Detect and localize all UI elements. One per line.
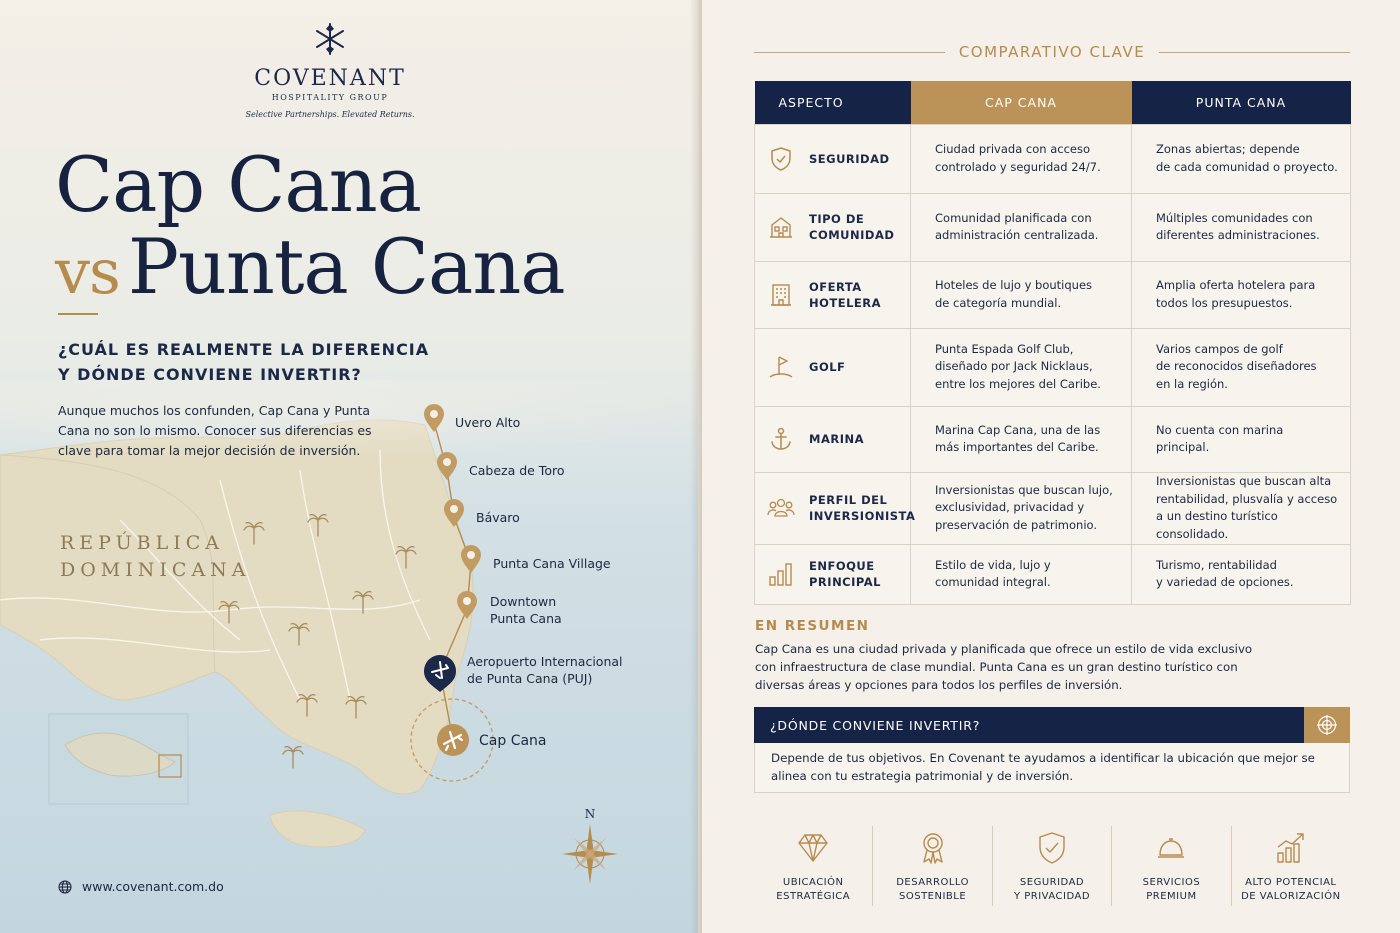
right-page <box>702 0 1400 933</box>
cell-line: diferentes administraciones. <box>1156 228 1320 242</box>
location-uvero-alto: Uvero Alto <box>455 415 521 430</box>
cell-line: controlado y seguridad 24/7. <box>935 159 1101 174</box>
cap-cana-cell <box>911 406 1132 472</box>
punta-cana-cell <box>1132 406 1351 472</box>
cell-line: de categoría mundial. <box>935 295 1062 310</box>
aspect-label-line-1: PERFIL DEL <box>809 493 888 507</box>
cell-line: comunidad integral. <box>935 575 1051 589</box>
location-cabeza-de-toro: Cabeza de Toro <box>469 463 565 478</box>
invest-answer: Depende de tus objetivos. En Covenant te ayudamos a identificar la ubicación que mejor se alinea con tu estrategia patrimonial y de inversión. <box>754 743 1350 793</box>
anchor-icon <box>767 425 795 453</box>
aspect-label-line-1: SEGURIDAD <box>809 151 890 166</box>
website-link[interactable]: www.covenant.com.do <box>82 879 224 894</box>
heading-rule-right <box>1159 52 1350 53</box>
location-punta-cana-village: Punta Cana Village <box>493 556 611 571</box>
brand-subtitle: HOSPITALITY GROUP <box>271 93 389 102</box>
shield-check-icon <box>767 145 795 173</box>
brand-name: COVENANT <box>254 66 406 91</box>
aspect-label-line-1: ENFOQUE <box>809 559 875 573</box>
punta-cana-cell <box>1132 544 1351 604</box>
aspect-cell <box>755 261 911 328</box>
header-punta-cana: PUNTA CANA <box>1132 81 1351 124</box>
cell-line: Múltiples comunidades con <box>1156 210 1313 225</box>
cap-cana-cell <box>911 124 1132 193</box>
location-bavaro: Bávaro <box>476 510 520 525</box>
punta-cana-cell <box>1132 193 1351 261</box>
cell-line: Comunidad planificada con <box>935 210 1092 225</box>
cell-line: No cuenta con marina <box>1156 422 1284 437</box>
target-icon-box <box>1304 707 1350 743</box>
location-cap-cana: Cap Cana <box>479 733 547 749</box>
compass-n-label: N <box>584 807 596 821</box>
airport-plane-icon <box>424 655 456 692</box>
hotel-icon <box>767 281 795 309</box>
feature-item <box>754 826 872 906</box>
punta-cana-cell <box>1132 472 1351 544</box>
location-downtown <box>490 593 562 627</box>
summary-title: EN RESUMEN <box>755 618 870 634</box>
diamond-icon <box>795 830 831 866</box>
feature-label: SERVICIOS PREMIUM <box>1142 877 1201 902</box>
globe-icon <box>58 880 72 894</box>
title-cap-cana: Cap Cana <box>55 140 421 229</box>
location-downtown-line-1: Downtown <box>490 594 557 609</box>
aspect-cell <box>755 472 916 544</box>
heading-text: COMPARATIVO CLAVE <box>958 43 1146 61</box>
aspect-cell <box>755 406 911 472</box>
investors-group-icon <box>767 494 795 522</box>
pin-downtown-icon <box>457 591 477 619</box>
cell-line: Marina Cap Cana, una de las <box>935 422 1101 437</box>
pin-bavaro-icon <box>444 499 464 527</box>
summary-text: Cap Cana es una ciudad privada y planificada que ofrece un estilo de vida exclusivo con infraestructura de clase mundial. Punta Cana es un gran destino turístico con diversas áreas y opciones para todos los perfiles de inversión. <box>755 642 1253 692</box>
location-downtown-line-2: Punta Cana <box>490 611 562 626</box>
cell-line: Punta Espada Golf Club, <box>935 341 1074 356</box>
punta-cana-cell <box>1132 261 1351 328</box>
brand-tagline: Selective Partnerships. Elevated Returns. <box>245 110 415 119</box>
feature-label: UBICACIÓN ESTRATÉGICA <box>776 877 851 902</box>
feature-label: DESARROLLO SOSTENIBLE <box>896 877 970 902</box>
feature-item <box>872 826 991 906</box>
header-aspect: ASPECTO <box>755 81 911 124</box>
cell-line: exclusividad, privacidad y <box>935 500 1085 515</box>
golf-flag-icon <box>767 353 795 381</box>
country-line-1: REPÚBLICA <box>60 532 224 554</box>
country-line-2: DOMINICANA <box>60 559 251 581</box>
aspect-label-line-2: HOTELERA <box>809 295 882 310</box>
feature-label: SEGURIDAD Y PRIVACIDAD <box>1013 877 1091 902</box>
cap-cana-cell <box>911 193 1132 261</box>
cell-line: más importantes del Caribe. <box>935 440 1099 454</box>
aspect-label-line-2: PRINCIPAL <box>809 575 882 589</box>
service-bell-icon <box>1153 830 1189 866</box>
feature-label: ALTO POTENCIAL DE VALORIZACIÓN <box>1241 877 1341 902</box>
location-airport-line-1: Aeropuerto Internacional <box>467 654 623 669</box>
bar-chart-icon <box>767 560 795 588</box>
cell-line: Amplia oferta hotelera para <box>1156 278 1316 292</box>
invest-title: ¿DÓNDE CONVIENE INVERTIR? <box>770 717 981 733</box>
cell-line: principal. <box>1156 440 1210 454</box>
table-row <box>755 193 1351 261</box>
cell-line: a un destino turístico consolidado. <box>1156 509 1278 541</box>
aspect-cell <box>755 328 911 406</box>
cell-line: Turismo, rentabilidad <box>1156 557 1277 572</box>
feature-item <box>992 826 1111 906</box>
cell-line: Varios campos de golf <box>1156 341 1283 356</box>
cell-line: todos los presupuestos. <box>1156 295 1293 310</box>
cell-line: administración centralizada. <box>935 228 1099 242</box>
intro-paragraph: Aunque muchos los confunden, Cap Cana y Punta Cana no son lo mismo. Conocer sus diferencias es clave para tomar la mejor decisión de inversión. <box>58 403 372 458</box>
invest-question-bar <box>754 707 1350 743</box>
punta-cana-cell <box>1132 328 1351 406</box>
pin-cabeza-de-toro-icon <box>437 452 457 480</box>
cell-line: Inversionistas que buscan lujo, <box>935 482 1113 497</box>
pin-punta-cana-village-icon <box>461 545 481 573</box>
cell-line: diseñado por Jack Nicklaus, <box>935 359 1093 374</box>
cell-line: de reconocidos diseñadores <box>1156 359 1317 374</box>
cell-line: y variedad de opciones. <box>1156 575 1294 589</box>
aspect-label-line-1: TIPO DE <box>809 212 865 226</box>
cell-line: en la región. <box>1156 376 1228 391</box>
table-row <box>755 328 1351 406</box>
table-row <box>755 406 1351 472</box>
left-page <box>0 0 698 933</box>
cap-cana-cell <box>911 328 1132 406</box>
header-cap-cana: CAP CANA <box>911 81 1132 124</box>
title-vs: vs <box>55 235 120 308</box>
cell-line: Hoteles de lujo y boutiques <box>935 278 1093 292</box>
map-pins <box>0 0 698 933</box>
aspect-cell <box>755 193 911 261</box>
cell-line: preservación de patrimonio. <box>935 517 1098 532</box>
shield-check-icon <box>1034 830 1070 866</box>
table-row <box>755 124 1351 193</box>
table-row <box>755 472 1351 544</box>
aspect-label-line-2: COMUNIDAD <box>809 228 895 242</box>
cell-line: Ciudad privada con acceso <box>935 142 1090 156</box>
features-row <box>754 826 1350 906</box>
comparison-table <box>754 81 1351 605</box>
location-airport-line-2: de Punta Cana (PUJ) <box>467 671 593 686</box>
pin-uvero-alto-icon <box>424 404 444 432</box>
compass-rose-icon <box>560 806 620 884</box>
award-ribbon-icon <box>915 830 951 866</box>
growth-chart-icon <box>1273 830 1309 866</box>
feature-item <box>1231 826 1350 906</box>
cap-cana-plane-icon <box>437 724 469 756</box>
cap-cana-cell <box>911 544 1132 604</box>
feature-item <box>1111 826 1230 906</box>
question-line-2: Y DÓNDE CONVIENE INVERTIR? <box>58 365 362 384</box>
cell-line: Estilo de vida, lujo y <box>935 557 1051 572</box>
aspect-label-line-1: MARINA <box>809 432 865 446</box>
punta-cana-cell <box>1132 124 1351 193</box>
aspect-label-line-2: INVERSIONISTA <box>809 509 916 523</box>
aspect-label-line-1: OFERTA <box>809 279 862 294</box>
cap-cana-cell <box>911 261 1132 328</box>
aspect-cell <box>755 544 911 604</box>
title-punta-cana: Punta Cana <box>127 222 565 311</box>
community-building-icon <box>767 213 795 241</box>
table-row <box>755 544 1351 604</box>
aspect-label-line-1: GOLF <box>809 360 846 374</box>
aspect-cell <box>755 124 911 193</box>
website-footer <box>58 879 224 894</box>
location-airport <box>467 653 623 687</box>
cell-line: Zonas abiertas; depende <box>1156 142 1300 156</box>
cell-line: Inversionistas que buscan alta <box>1156 474 1332 488</box>
cell-line: entre los mejores del Caribe. <box>935 376 1101 391</box>
table-header-row <box>755 81 1351 124</box>
question-line-1: ¿CUÁL ES REALMENTE LA DIFERENCIA <box>58 340 430 359</box>
cell-line: de cada comunidad o proyecto. <box>1156 159 1338 174</box>
table-row <box>755 261 1351 328</box>
section-heading <box>754 40 1350 64</box>
heading-rule-left <box>754 52 945 53</box>
target-globe-icon <box>1316 714 1338 736</box>
cell-line: rentabilidad, plusvalía y acceso <box>1156 491 1338 506</box>
cap-cana-cell <box>911 472 1132 544</box>
